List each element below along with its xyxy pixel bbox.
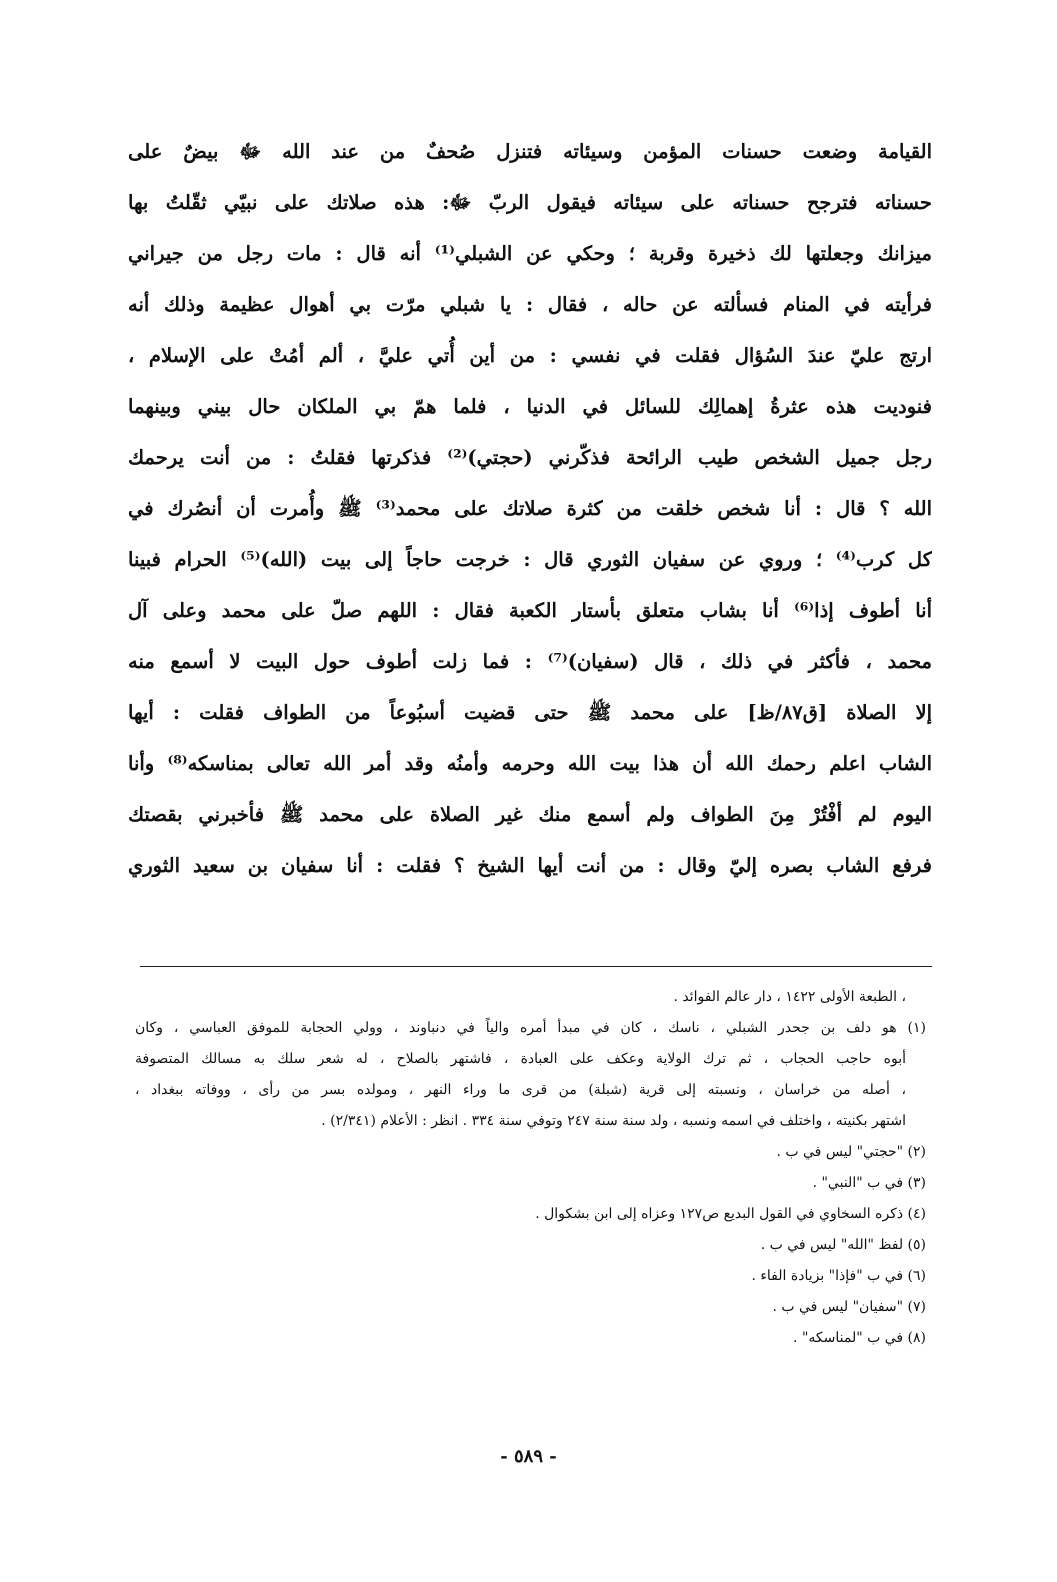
footnote-3: (٣) في ب "النبي" . bbox=[812, 1175, 926, 1191]
footnote-2: (٢) "حجتي" ليس في ب . bbox=[776, 1144, 926, 1160]
main-text-line: ارتج عليّ عندَ السُؤال فقلت في نفسي : من أين أُتي عليَّ ، ألم أمُتْ على الإسلام ، bbox=[128, 344, 932, 367]
footnote-1-line: اشتهر بكنيته ، واختلف في اسمه ونسبه ، ولد سنة سنة ٢٤٧ وتوفي سنة ٣٣٤ . انظر : الأعلام (٢/٣٤١) . bbox=[321, 1113, 906, 1129]
footnote-1-line: أبوه حاجب الحجاب ، ثم ترك الولاية وعكف على العبادة ، فاشتهر بالصلاح ، له شعر سلك به مسالك المتصوفة bbox=[135, 1051, 906, 1067]
main-text-line: كل كرب⁽⁴⁾ ؛ وروي عن سفيان الثوري قال : خرجت حاجاً إلى بيت (الله)⁽⁵⁾ الحرام فبينا bbox=[128, 548, 932, 571]
footnote-1-line: ، أصله من خراسان ، ونسبته إلى قرية (شبلة) من قرى ما وراء النهر ، ومولده بسر من رأى ، ووفاته ببغداد ، bbox=[135, 1082, 906, 1098]
main-text-line: إلا الصلاة [ق٨٧/ظ] على محمد ﷺ حتى قضيت أسبُوعاً من الطواف فقلت : أيها bbox=[128, 701, 932, 724]
footnote-separator bbox=[140, 966, 932, 967]
footnote-5: (٥) لفظ "الله" ليس في ب . bbox=[760, 1237, 926, 1253]
footnote-6: (٦) في ب "فإذا" بزيادة الفاء . bbox=[751, 1268, 926, 1284]
main-text-line: ميزانك وجعلتها لك ذخيرة وقربة ؛ وحكي عن الشبلي⁽¹⁾ أنه قال : مات رجل من جيراني bbox=[128, 242, 932, 265]
footnote-7: (٧) "سفيان" ليس في ب . bbox=[772, 1299, 926, 1315]
main-text-line: فرفع الشاب بصره إليّ وقال : من أنت أيها الشيخ ؟ فقلت : أنا سفيان بن سعيد الثوري bbox=[128, 854, 932, 877]
footnote-continuation: ، الطبعة الأولى ١٤٢٢ ، دار عالم الفوائد . bbox=[673, 989, 906, 1005]
footnotes-block bbox=[135, 982, 932, 1354]
main-text-line: الله ؟ قال : أنا شخص خلقت من كثرة صلاتك على محمد⁽³⁾ ﷺ وأُمرت أن أنصُرك في bbox=[128, 497, 932, 520]
footnote-8: (٨) في ب "لمناسكه" . bbox=[793, 1330, 926, 1346]
main-text-line: رجل جميل الشخص طيب الرائحة فذكّرني (حجتي)⁽²⁾ فذكرتها فقلتُ : من أنت يرحمك bbox=[128, 446, 932, 469]
main-text-line: محمد ، فأكثر في ذلك ، قال (سفيان)⁽⁷⁾ : فما زلت أطوف حول البيت لا أسمع منه bbox=[128, 650, 932, 673]
main-text-block bbox=[128, 126, 932, 891]
main-text-line: الشاب اعلم رحمك الله أن هذا بيت الله وحرمه وأمنُه وقد أمر الله تعالى بمناسكه⁽⁸⁾ وأنا bbox=[128, 752, 932, 775]
page-number: - ٥٨٩ - bbox=[500, 1446, 557, 1467]
main-text-line: القيامة وضعت حسنات المؤمن وسيئاته فتنزل صُحفٌ من عند الله ﷻ بيضٌ على bbox=[128, 140, 932, 163]
main-text-line: فنوديت هذه عثرةُ إهمالِك للسائل في الدنيا ، فلما همّ بي الملكان حال بيني وبينهما bbox=[128, 395, 932, 418]
main-text-line: فرأيته في المنام فسألته عن حاله ، فقال : يا شبلي مرّت بي أهوال عظيمة وذلك أنه bbox=[128, 293, 932, 316]
main-text-line: أنا أطوف إذا⁽⁶⁾ أنا بشاب متعلق بأستار الكعبة فقال : اللهم صلّ على محمد وعلى آل bbox=[128, 599, 932, 622]
main-text-line: اليوم لم أفْتُرْ مِنَ الطواف ولم أسمع منك غير الصلاة على محمد ﷺ فأخبرني بقصتك bbox=[128, 803, 932, 826]
footnote-1-line: (١) هو دلف بن جحدر الشبلي ، ناسك ، كان في مبدأ أمره والياً في دنباوند ، وولي الحجابة للموفق العباسي ، وكان bbox=[135, 1020, 926, 1036]
footnote-4: (٤) ذكره السخاوي في القول البديع ص١٢٧ وعزاه إلى ابن بشكوال . bbox=[535, 1206, 926, 1222]
main-text-line: حسناته فترجح حسناته على سيئاته فيقول الربّ ﷻ: هذه صلاتك على نبيّي ثقّلتُ بها bbox=[128, 191, 932, 214]
